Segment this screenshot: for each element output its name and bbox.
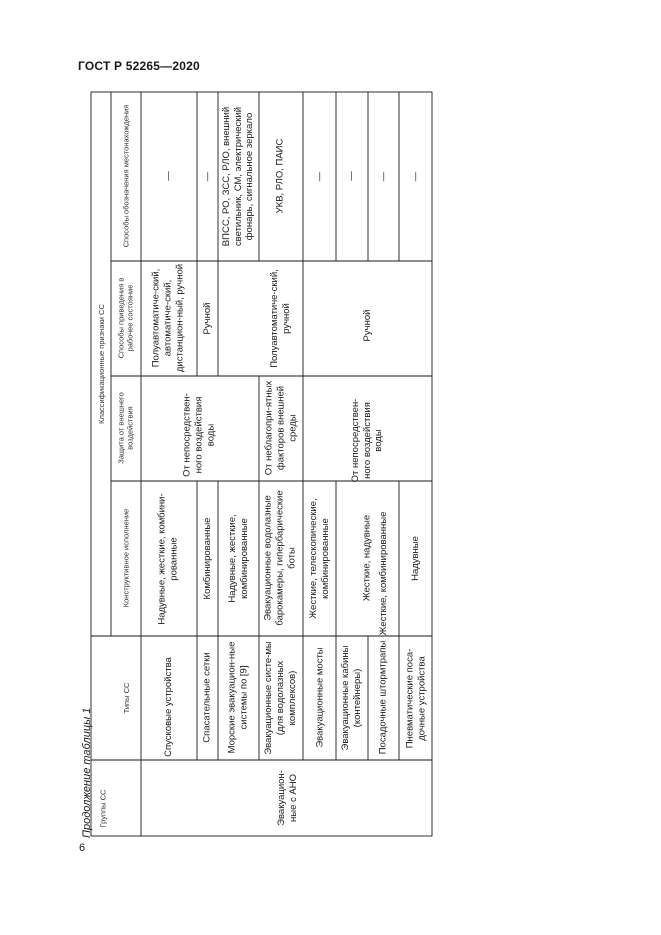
prot-direct-water-1: От непосредствен-ного воздействия воды (181, 393, 217, 477)
type-descent: Спусковые устройства (163, 657, 175, 757)
loc-nets: — (201, 171, 213, 182)
con-cabins: Жесткие, надувные (361, 514, 373, 602)
header-construction: Конструктивное исполнение (121, 508, 130, 608)
con-evac: Эвакуационные водолазные барокамеры, гипербарические боты (262, 490, 298, 626)
type-sea: Морские эвакуацион-ные системы по [9] (226, 641, 249, 754)
act-manual-2: Ручной (361, 309, 373, 342)
prot-direct-water-2: От непосредствен-ного воздействия воды (349, 398, 385, 483)
loc-descent: — (162, 171, 174, 181)
type-nets: Спасательные сетки (201, 652, 213, 743)
prot-environment: От неблагопри-ятных факторов внешней среды (263, 380, 299, 476)
header-classification: Классификационные признаки СС (96, 304, 106, 424)
header-activation: Способы приведения в рабочее состояние (116, 277, 135, 359)
con-sea: Надувные, жесткие, комбинированные (226, 514, 250, 603)
act-semiauto-manual: Полуавтоматиче-ский, ручной (268, 269, 292, 368)
type-bridges: Эвакуационные мосты (314, 647, 326, 748)
loc-ladders: — (377, 171, 389, 182)
con-ladders: Жесткие, комбинированные (377, 511, 389, 636)
loc-evac: УКВ, РЛО, ПАИС (274, 138, 286, 214)
group-evacuation: Эвакуацион-ные с АНО (276, 770, 299, 826)
type-ladders: Посадочные штормтрапы (377, 640, 389, 755)
con-pneumatic: Надувные (409, 536, 421, 581)
type-evac: Эвакуационные систе-мы (для водолазных комплексов) (263, 641, 298, 755)
header-location: Способы обозначения местонахождения (121, 104, 130, 248)
con-descent: Надувные, жесткие, комбини-рованные (156, 493, 180, 625)
table-caption: Продолжение таблицы 1 (81, 707, 93, 838)
header-protection: Защита от внешнего воздействия (116, 392, 135, 464)
loc-pneumatic: — (409, 171, 421, 182)
loc-sea: ВПСС, РО, ЗСС, РЛО, внешний светильник, СМ, электрический фонарь, сигнальное зеркало (220, 106, 256, 247)
header-group: Группы СС (98, 789, 108, 828)
act-manual-1: Ручной (201, 302, 213, 335)
header-type: Типы СС (121, 682, 131, 714)
type-cabins: Эвакуационные кабины (контейнеры) (340, 645, 363, 751)
loc-cabins: — (345, 171, 357, 181)
loc-bridges: — (313, 171, 325, 182)
type-pneumatic: Пневматические поса-дочные устройства (404, 648, 427, 749)
act-semiauto-remote: Полуавтоматиче-ский, автоматиче-ский, дистанцион-ный, ручной (150, 263, 186, 373)
con-nets: Комбинированные (201, 517, 213, 600)
con-bridges: Жесткие, телескопические, комбинированные (307, 498, 331, 619)
page-number: 6 (79, 842, 86, 854)
standard-header: ГОСТ Р 52265—2020 (78, 59, 200, 73)
